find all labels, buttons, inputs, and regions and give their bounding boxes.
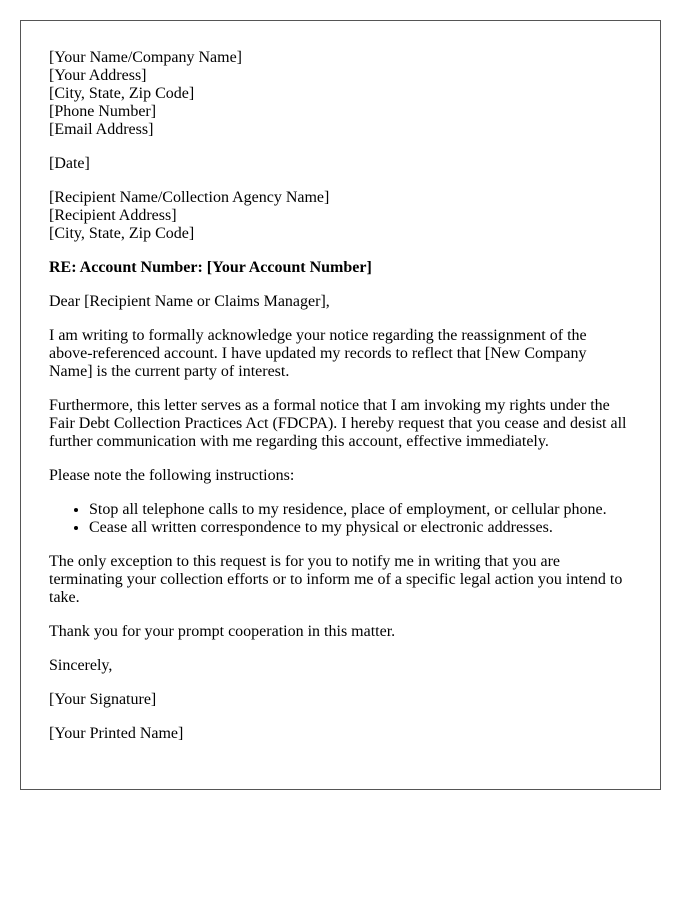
body-paragraph: Please note the following instructions: xyxy=(49,467,295,484)
sender-city: [City, State, Zip Code] xyxy=(49,85,195,102)
signature: [Your Signature] xyxy=(49,691,157,708)
recipient-address: [Recipient Address] xyxy=(49,207,177,224)
sender-phone: [Phone Number] xyxy=(49,103,157,120)
exception-paragraph: The only exception to this request is for you to notify me in writing that you are terminating your collection efforts or to inform me of a specific legal action you intend to take. xyxy=(49,553,623,606)
recipient-name: [Recipient Name/Collection Agency Name] xyxy=(49,189,330,206)
thanks: Thank you for your prompt cooperation in this matter. xyxy=(49,623,396,640)
printed-name: [Your Printed Name] xyxy=(49,725,184,742)
instructions-list xyxy=(49,501,632,537)
sender-name: [Your Name/Company Name] xyxy=(49,49,243,66)
sender-address: [Your Address] xyxy=(49,67,147,84)
list-item: • Cease all written correspondence to my physical or electronic addresses. xyxy=(89,519,632,537)
letter xyxy=(20,20,661,790)
body-paragraph: I am writing to formally acknowledge your notice regarding the reassignment of the above-referenced account. I have updated my records to reflect that [New Company Name] is the current party of interest. xyxy=(49,327,587,380)
closing: Sincerely, xyxy=(49,657,113,674)
sender-email: [Email Address] xyxy=(49,121,154,138)
recipient-block xyxy=(49,189,632,243)
salutation: Dear [Recipient Name or Claims Manager], xyxy=(49,293,330,310)
body-paragraph: Furthermore, this letter serves as a formal notice that I am invoking my rights under the Fair Debt Collection Practices Act (FDCPA). I hereby request that you cease and desist all further communication with me regarding this account, effective immediately. xyxy=(49,397,627,450)
sender-block xyxy=(49,49,632,139)
list-item: • Stop all telephone calls to my residence, place of employment, or cellular phone. xyxy=(89,501,632,519)
date: [Date] xyxy=(49,155,90,172)
re-line: RE: Account Number: [Your Account Number] xyxy=(49,259,372,276)
recipient-city: [City, State, Zip Code] xyxy=(49,225,195,242)
